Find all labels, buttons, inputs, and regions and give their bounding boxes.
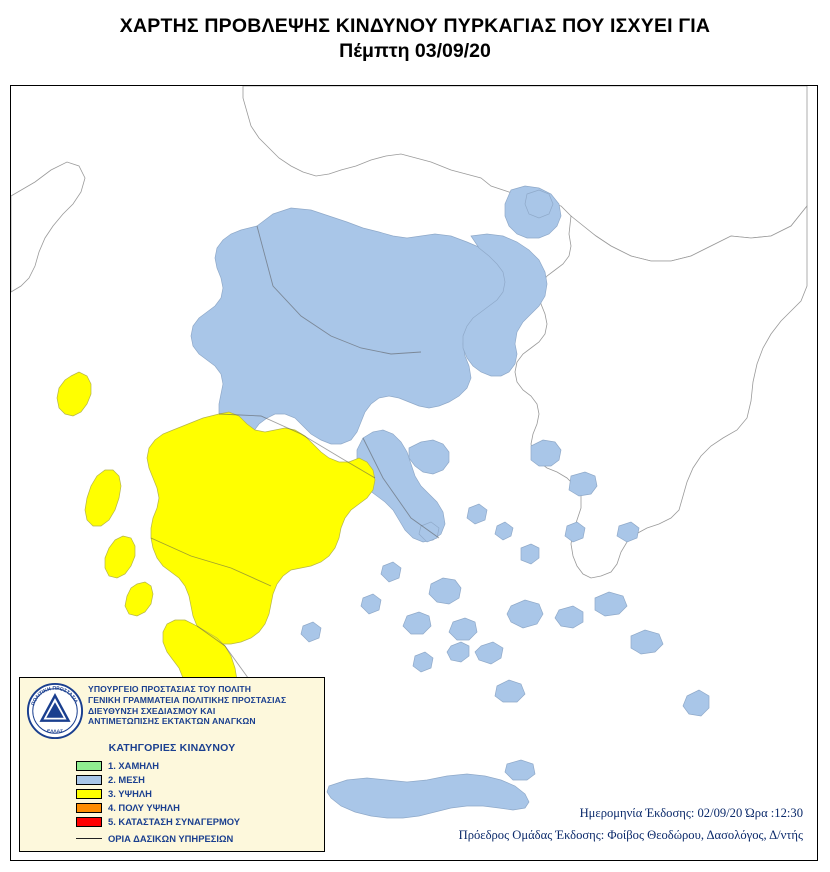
authority-line-3: ΔΙΕΥΘΥΝΣΗ ΣΧΕΔΙΑΣΜΟΥ ΚΑΙ (88, 705, 216, 716)
title-line-2: Πέμπτη 03/09/20 (339, 40, 491, 62)
legend-header (20, 678, 324, 740)
issue-chair-line: Πρόεδρος Ομάδας Έκδοσης: Φοίβος Θεοδώρου, Δασολόγος, Δ/ντής (458, 828, 803, 842)
legend-item (76, 787, 324, 800)
swatch-risk-4 (76, 803, 102, 813)
svg-text:ΠΟΛΙΤΙΚΗ ΠΡΟΣΤΑΣΙΑ: ΠΟΛΙΤΙΚΗ ΠΡΟΣΤΑΣΙΑ (30, 685, 79, 707)
legend-item (76, 815, 324, 828)
legend-boundary-row (20, 833, 324, 844)
page-title (0, 14, 830, 64)
swatch-risk-1 (76, 761, 102, 771)
legend-item-label: 1. ΧΑΜΗΛΗ (108, 760, 160, 771)
swatch-risk-5 (76, 817, 102, 827)
risk-zone-medium (191, 186, 561, 444)
authority-line-2: ΓΕΝΙΚΗ ΓΡΑΜΜΑΤΕΙΑ ΠΟΛΙΤΙΚΗΣ ΠΡΟΣΤΑΣΙΑΣ (88, 694, 287, 705)
legend-item-label: 3. ΥΨΗΛΗ (108, 788, 152, 799)
swatch-risk-2 (76, 775, 102, 785)
authority-line-1: ΥΠΟΥΡΓΕΙΟ ΠΡΟΣΤΑΣΙΑΣ ΤΟΥ ΠΟΛΙΤΗ (88, 684, 252, 694)
legend-item-label: 2. ΜΕΣΗ (108, 774, 145, 785)
legend-item (76, 759, 324, 772)
issue-date-line: Ημερομηνία Έκδοσης: 02/09/20 Ώρα :12:30 (579, 806, 803, 820)
swatch-risk-3 (76, 789, 102, 799)
legend-item (76, 773, 324, 786)
legend-item-label: 5. ΚΑΤΑΣΤΑΣΗ ΣΥΝΑΓΕΡΜΟΥ (108, 816, 241, 827)
svg-text:ΕΛΛΑΣ: ΕΛΛΑΣ (46, 729, 64, 735)
legend-items (20, 759, 324, 828)
legend-item (76, 801, 324, 814)
legend-authority-text (88, 684, 320, 727)
legend-box (19, 677, 325, 852)
civil-protection-logo-icon (26, 682, 84, 740)
authority-line-4: ΑΝΤΙΜΕΤΩΠΙΣΗΣ ΕΚΤΑΚΤΩΝ ΑΝΑΓΚΩΝ (88, 716, 256, 727)
issue-info (459, 802, 803, 846)
title-line-1: ΧΑΡΤΗΣ ΠΡΟΒΛΕΨΗΣ ΚΙΝΔΥΝΟΥ ΠΥΡΚΑΓΙΑΣ ΠΟΥ ΙΣΧΥΕΙ ΓΙΑ (119, 15, 711, 37)
legend-item-label: 4. ΠΟΛΥ ΥΨΗΛΗ (108, 802, 180, 813)
map-frame (10, 85, 818, 861)
legend-title: ΚΑΤΗΓΟΡΙΕΣ ΚΙΝΔΥΝΟΥ (108, 742, 236, 754)
boundary-line-swatch (76, 838, 102, 839)
legend-boundary-label: ΟΡΙΑ ΔΑΣΙΚΩΝ ΥΠΗΡΕΣΙΩΝ (108, 833, 234, 844)
